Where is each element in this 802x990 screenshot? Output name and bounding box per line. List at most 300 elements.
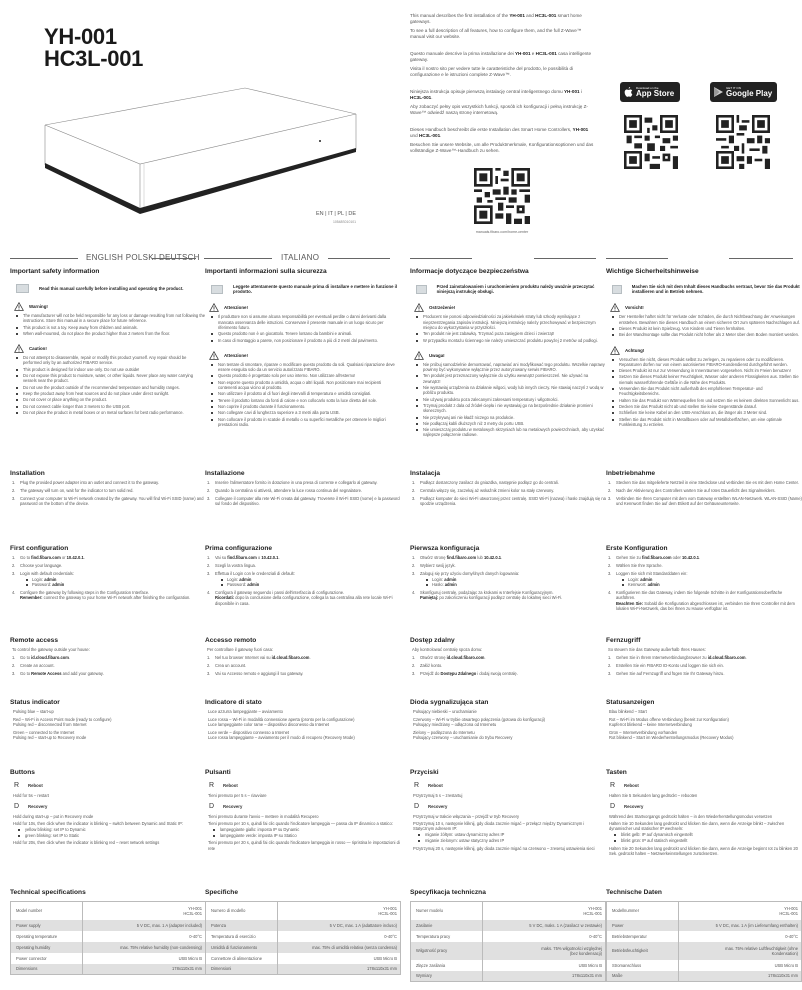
spec-key: Dimensions (11, 964, 83, 975)
spec-key: Zasilanie (411, 920, 483, 931)
step-item: 1. Stecken Sie das mitgelieferte Netzteil in eine Steckdose und verbinden Sie es mit dem Home Center. (608, 480, 799, 485)
caution-heading (610, 346, 802, 355)
spec-row (206, 920, 401, 931)
app-store-big: App Store (636, 88, 675, 98)
step-item: 2. Nach der Aktivierung des Controllers warten Sie auf rotes Dauerlicht des Signalmelders. (608, 487, 776, 493)
recovery-options (614, 832, 802, 844)
credentials-list (26, 577, 206, 588)
list-item: miganie zielonym: ustaw statyczny adres IP (418, 838, 606, 843)
recovery-options (213, 827, 401, 839)
divider (10, 258, 78, 259)
recovery-line: Przytrzymaj 10 s, następnie kliknij, gdy dioda zacznie migać – przełącz między Dynamicznym i Statycznym adresem IP: (413, 820, 585, 831)
spec-row (11, 920, 206, 931)
status-line: Pulsujący czerwony – uruchamianie do trybu Recovery (413, 735, 513, 740)
installation-steps (207, 480, 401, 506)
manual-url-link[interactable]: manuals.fibaro.com/home-center (475, 230, 529, 234)
warning-heading (414, 303, 606, 312)
spec-value: USB Micro B (373, 955, 397, 961)
intro-en-2: To see a full description of all features, how to configure them, and the full Z-Wave™ manual visit our website. (410, 28, 582, 39)
list-item: Non collocare il prodotto in scatole di metallo o su superfici metalliche per ottenere le migliori prestazioni radio. (211, 417, 401, 428)
step-number: 2. (412, 487, 416, 493)
spec-key: Wilgotność pracy (411, 942, 483, 960)
config-section (10, 545, 206, 603)
read-manual-text: Read this manual carefully before installing and operating the product. (39, 285, 184, 291)
recovery-last: Tieni premuto per 20 s, quindi fai clic quando l'indicatore lampeggia in rosso — ripristina le impostazioni di rete (208, 840, 400, 851)
step-number: 3. (12, 495, 16, 501)
step-item: 3. Effettua il Login con le credenziali di default: Login: admin Password: admin (207, 571, 401, 588)
step-item: 1. Inserire l'alimentatore fornito in dotazione in una presa di corrente e collegarlo al gateway. (207, 480, 378, 485)
status-title: Status indicator (10, 699, 60, 706)
reboot-button-row (610, 782, 802, 789)
spec-row (411, 942, 606, 960)
safety-section (205, 268, 401, 433)
installation-title: Installation (10, 470, 45, 477)
list-item: Non esporre questo prodotto a umidità, acqua o altri liquidi. Non posizionare mai recipienti contenenti acqua vicino al prodotto. (211, 380, 401, 391)
recovery-line: Hold for 10s, then click when the indicator is blinking – switch between Dynamic and Static IP: (13, 820, 183, 826)
spec-key: Modellnummer (607, 902, 679, 920)
caution-label: Attenzione! (224, 352, 248, 358)
remote-steps (412, 655, 606, 676)
google-play-qr-icon[interactable] (716, 115, 770, 169)
spec-row (607, 920, 802, 931)
status-line: Pulsujący miedziany – odłączona od Internetu (413, 722, 497, 727)
recovery-last: Halten Sie 20 Sekunden lang gedrückt und klicken Sie dann, wenn die Anzeige beginnt rot zu blinken 20 Sek. gedrückt halten – Netzwerkeinstellungen zurücksetzen. (609, 845, 798, 857)
spec-key: Temperatura di esercizio (206, 931, 278, 942)
step-item: 1. Go to find.fibaro.com or 10.42.0.1. (12, 555, 85, 560)
step-number: 1. (207, 480, 211, 485)
config-section (205, 545, 401, 608)
step-item: 1. Gehen Sie zu find.fibaro.com oder 10.42.0.1. (608, 555, 701, 560)
divider (328, 258, 390, 259)
spec-row (411, 971, 606, 982)
spec-section (606, 889, 802, 982)
remote-intro: So steuern Sie das Gateway außerhalb Ihres Hauses: (608, 647, 706, 652)
recovery-button-row (209, 803, 401, 810)
spec-value: maks. 75% wilgotności względnej (bez kondensacji) (483, 942, 606, 960)
step-number: 4. (12, 589, 16, 595)
list-item: Nie przykrywaj ani nie kładź niczego na produkcie. (416, 415, 606, 420)
step-item: 1. Go to id.cloud.fibaro.com. (12, 655, 71, 661)
list-item: Non collegare cavi di lunghezza superiore a 3 metri alla porta USB. (211, 410, 401, 415)
intro-de-2: Besuchen Sie unsere Website, um alle Produktmerkmale, Konfigurationsoptionen und das vollständige Z-Wave™-Handbuch zu sehen. (410, 142, 594, 153)
recovery-button-row (610, 803, 802, 810)
remote-access-section (410, 637, 606, 679)
list-item: Do not use the product outside of the recommended temperature and humidity ranges. (16, 385, 206, 390)
reboot-label: Reboot (223, 783, 238, 788)
spec-row (11, 953, 206, 964)
recovery-last: Hold for 20s, then click when the indicator is blinking red – reset network settings (13, 840, 160, 846)
recovery-options (18, 827, 206, 839)
credential-item: Login: admin (622, 577, 802, 582)
spec-section (205, 889, 401, 975)
list-item: Der Hersteller haftet nicht für Verluste oder Schäden, die durch Nichtbeachtung der Anweisungen entstehen. Bewahren Sie dieses Handbuch an einem sicheren Ort zum späteren Nachschlagen auf. (612, 314, 802, 325)
installation-section (205, 470, 401, 509)
spec-value: 5 V DC, max. 1 A (adapter included) (83, 920, 206, 931)
spec-row (607, 902, 802, 920)
status-line: Grün – Internetverbindung vorhanden (609, 729, 678, 735)
remember-label: Beachten Sie: (616, 600, 644, 606)
list-item: Do not attempt to disassemble, repair or modify this product yourself. Any repair should be performed only by an authorized FIBARO service. (16, 355, 206, 366)
step-number: 2. (412, 663, 416, 669)
step-item: 3. Go to Remote Access and add your gateway. (12, 670, 104, 676)
recovery-d-icon: D (414, 803, 420, 811)
list-item: Setzen Sie dieses Produkt keiner Feuchtigkeit, Wasser oder anderen Flüssigkeiten aus. Stellen Sie niemals wasserführende Gefäße in die Nähe des Produkts. (612, 374, 802, 385)
list-item: blinkt grün: IP auf statisch eingestellt (614, 838, 802, 843)
step-number: 4. (207, 589, 211, 595)
step-number: 2. (608, 562, 612, 568)
spec-key: Dimensioni (206, 964, 278, 975)
list-item: Decken Sie das Produkt nicht ab und stellen Sie keine Gegenstände darauf. (612, 404, 802, 409)
step-number: 3. (412, 570, 416, 576)
list-item: Nie podłączaj kabli dłuższych niż 3 metry do portu USB. (416, 421, 606, 426)
step-item: 2. Wybierz swój język. (412, 562, 456, 568)
warning-triangle-icon (14, 302, 24, 311)
warning-list (416, 314, 606, 342)
recovery-d-icon: D (610, 803, 616, 811)
reboot-text: Hold for 5s – restart (13, 793, 49, 798)
warning-heading (209, 303, 401, 312)
step-item: 3. Verbinden Sie Ihren Computer mit dem vom Gateway erstellten WLAN-Netzwerk. WLAN-SSID (Name) und Kennwort finden Sie auf dem Etikett auf der Gehäuseunterseite. (608, 495, 802, 506)
list-item: Dieses Produkt ist kein Spielzeug. Von Kindern und Tieren fernhalten. (612, 326, 802, 331)
list-item: green blinking: set IP to Static (18, 833, 206, 838)
list-item: Non tentare di smontare, riparare o modificare questo prodotto da soli. Qualsiasi riparazione deve essere eseguita solo da un servizio autorizzato FIBARO. (211, 362, 401, 373)
intro-it-2: Visita il nostro sito per vedere tutte le caratteristiche del prodotto, le possibilità di configurazione e le istruzioni complete Z-Wave™. (410, 66, 574, 77)
spec-row (411, 931, 606, 942)
list-item: Ten produkt nie jest zabawką. Trzymać poza zasięgiem dzieci i zwierząt! (416, 331, 606, 336)
spec-row (206, 931, 401, 942)
recovery-line: Przytrzymaj w trakcie włączania – przejdź w tryb Recovery (413, 814, 520, 820)
config-title: First configuration (10, 545, 69, 552)
list-item: Questo prodotto è progettato solo per uso interno. Non utilizzare all'esterno! (211, 373, 401, 378)
spec-row (607, 971, 802, 982)
step-number: 3. (12, 570, 16, 576)
safety-title: Informacje dotyczące bezpieczeństwa (410, 268, 529, 275)
remote-intro: Aby kontrolować centralę spoza domu: (412, 647, 483, 652)
remember-label: Pamiętaj: (420, 595, 439, 601)
warning-triangle-icon (209, 351, 219, 360)
app-store-small: Download on the (636, 85, 659, 90)
step-item: 2. Wählen Sie Ihre Sprache. (608, 562, 663, 568)
step-number: 3. (207, 570, 211, 576)
spec-value: YH-001 HC3L-001 (378, 905, 397, 916)
installation-title: Inbetriebnahme (606, 470, 656, 477)
list-item: Ten produkt jest przeznaczony wyłącznie do użytku wewnątrz pomieszczeń. Nie używać na zewnątrz! (416, 373, 606, 384)
list-item: Do not place the product in metal boxes or on metal surfaces for best radio performance. (16, 410, 206, 415)
step-number: 3. (412, 670, 416, 676)
buttons-section (10, 769, 206, 846)
step-number: 1. (12, 555, 16, 560)
list-item: Producent nie ponosi odpowiedzialności za jakiekolwiek straty lub szkody wynikające z nieprzestrzegania zapisów instrukcji. Niniejszą instrukcję należy przechowywać w bezpiecznym miejscu do wykorzystania w przyszłości. (416, 314, 606, 330)
step-number: 3. (608, 495, 612, 501)
status-line: Luce lampeggiante color rame – dispositivo disconesso da Internet (208, 722, 330, 727)
remote-access-section (10, 637, 206, 679)
step-number: 2. (207, 487, 211, 493)
list-item: Tenere il prodotto lontano da fonti di calore e non collocarlo sotto la luce diretta del sole. (211, 398, 401, 403)
status-line: Pulsing red – disconnected from Internet (13, 722, 87, 727)
divider (204, 258, 272, 259)
list-item: The manufacturer will not be held responsible for any loss or damage resulting from not following the instructions. Store this manual in a secure place for future reference. (16, 313, 206, 324)
credential-item: Login: admin (26, 577, 206, 582)
step-item: 1. Gehen Sie in Ihrem Internetverbindungbrowser zu id.cloud.fibaro.com. (608, 655, 747, 661)
status-line: Blau blinkend – Start (609, 709, 647, 714)
apple-icon (624, 87, 633, 97)
caution-list (16, 355, 206, 415)
spec-value: max. 75% relative humidity (non-condensing) (83, 942, 206, 953)
list-item: Trzymaj produkt z dala od źródeł ciepła i nie wystawiaj go na bezpośrednie działanie promieni słonecznych. (416, 403, 606, 414)
step-number: 2. (12, 562, 16, 568)
read-manual-text: Machen Sie sich mit dem Inhalt dieses Handbuchs vertraut, bevor Sie das Produkt installieren und in Betrieb nehmen. (631, 284, 800, 295)
step-item: 2. Centrala włączy się, zaczekaj aż wskaźnik zmieni kolor na stały czerwony. (412, 487, 555, 493)
spec-key: Power (607, 920, 679, 931)
step-number: 1. (12, 480, 16, 485)
step-number: 3. (608, 570, 612, 576)
spec-row (206, 902, 401, 920)
language-list: EN | IT | PL | DE (315, 211, 356, 217)
remote-title: Dostęp zdalny (410, 637, 455, 644)
step-number: 3. (207, 495, 211, 501)
gateway-device-illustration (40, 80, 370, 220)
remote-title: Fernzugriff (606, 637, 641, 644)
reboot-button-row (209, 782, 401, 789)
status-title: Dioda sygnalizująca stan (410, 699, 489, 706)
remember-label: Ricordati: (215, 595, 235, 601)
installation-title: Installazione (205, 470, 245, 477)
model-title-1: YH-001 (44, 24, 117, 49)
remote-title: Accesso remoto (205, 637, 257, 644)
list-item: Nie umieszczaj produktu w metalowych skrzyniach lub na metalowych powierzchniach, aby uzyskać najlepsze połączenie radiowe. (416, 427, 606, 438)
step-item: 2. Choose your language. (12, 562, 63, 568)
recovery-d-icon: D (14, 803, 20, 811)
remote-intro: Per controllare il gateway fuori casa: (207, 647, 273, 652)
spec-key: Power connector (11, 953, 83, 964)
buttons-title: Pulsanti (205, 769, 231, 776)
step-item: 3. Przejdź do Dostępu Zdalnego i dodaj swoją centralę. (412, 670, 518, 676)
spec-key: Betriebsfeuchtigkeit (607, 942, 679, 960)
config-section (606, 545, 802, 614)
spec-value: 178x110x31 mm (483, 971, 606, 982)
config-steps (207, 555, 401, 606)
list-item: Do not connect cable longer than 3 meters to the USB port. (16, 404, 206, 409)
credential-item: Kennwort: admin (622, 582, 802, 587)
reboot-button-row (14, 782, 206, 789)
recovery-last: Przytrzymaj 20 s, następnie kliknij, gdy dioda zacznie migać na czerwono – zresetuj ustawienia sieci (413, 845, 595, 851)
config-title: Erste Konfiguration (606, 545, 668, 552)
config-steps (412, 555, 606, 601)
remote-title: Remote access (10, 637, 59, 644)
intro-pl-2: Aby zobaczyć pełny opis wszystkich funkcji, sposób ich konfiguracji i pełną instrukcję Z-Wave™ odwiedź naszą stronę internetową. (410, 104, 588, 115)
recovery-label: Recovery (223, 804, 243, 810)
spec-key: Złącze zasilania (411, 960, 483, 971)
list-item: In caso di montaggio a parete, non posizionare il prodotto a più di 2 metri dal pavimento. (211, 338, 401, 343)
warning-label: Vorsicht! (625, 305, 644, 311)
warning-triangle-icon (610, 346, 620, 355)
credentials-list (622, 577, 802, 588)
remote-access-section (205, 637, 401, 679)
step-item: 2. Quando la centralina si attiverà, attendere la luce rossa continua del segnalatore. (207, 487, 363, 493)
reboot-label: Reboot (624, 783, 639, 788)
spec-key: Connettore di alimentazione (206, 953, 278, 964)
step-number: 1. (412, 655, 416, 661)
warning-triangle-icon (209, 303, 219, 312)
qr-code-icon[interactable] (474, 168, 530, 224)
buttons-section (606, 769, 802, 856)
recovery-line: Tieni premuto durante l'avvio – mettere in modalità Recupero (208, 814, 319, 820)
spec-key: Wymiary (411, 971, 483, 982)
step-number: 2. (207, 562, 211, 568)
strike-line (152, 258, 196, 259)
step-number: 1. (412, 480, 416, 485)
spec-value: 5 V DC, max. 1 A (im Lieferumfang enthalten) (679, 920, 802, 931)
reboot-r-icon: R (209, 782, 215, 789)
step-number: 3. (412, 495, 416, 501)
warning-list (612, 314, 802, 337)
app-store-badge[interactable] (620, 82, 680, 102)
warning-heading (610, 303, 802, 312)
google-play-badge[interactable] (710, 82, 777, 102)
status-line: Czerwony – Wi-Fi w trybie otwartego połączenia (gotowa do konfiguracji) (413, 716, 545, 722)
read-manual-note (612, 284, 802, 294)
step-item: 4. Configura il gateway seguendo i passi dell'interfaccia di configurazione. Ricordati: dopo la conclusione della configurazione, collega la tua centralina alla rete locale Wi-Fi disponibile in casa. (207, 589, 393, 606)
list-item: Bei der Wandmontage sollte das Produkt nicht höher als 2 Meter über dem Boden montiert werden. (612, 332, 802, 337)
spec-value: USB Micro B (774, 962, 798, 968)
spec-section (10, 889, 206, 975)
warning-triangle-icon (414, 303, 424, 312)
step-item: 1. Plug the provided power adapter into an outlet and connect it to the gateway. (12, 480, 159, 485)
part-number: 10548S010101 (332, 220, 356, 224)
spec-value: 5 V DC, maks. 1 A (zasilacz w zestawie) (483, 920, 606, 931)
divider (534, 258, 596, 259)
step-number: 3. (12, 670, 16, 676)
recovery-line: Halten Sie 10 Sekunden lang gedrückt und klicken Sie dann, wenn die Anzeige blinkt – zwischen dynamischer und statischer IP wechseln: (609, 820, 785, 831)
status-line: Pulsing blue – start-up (13, 709, 54, 714)
step-item: 4. Configure the gateway by following steps in the Configuration Interface. Remember: connect the gateway to your home Wi-Fi network after finishing the configuration. (12, 589, 191, 601)
remote-steps (12, 655, 206, 676)
caution-list (211, 362, 401, 427)
spec-value: 0-40°C (189, 933, 202, 939)
spec-key: Power supply (11, 920, 83, 931)
list-item: Nie próbuj samodzielnie demontować, naprawiać ani modyfikować tego produktu. Wszelkie naprawy powinny być wykonywane wyłącznie przez autoryzowany serwis FIBARO. (416, 362, 606, 373)
recovery-label: Recovery (624, 804, 644, 810)
installation-title: Instalacja (410, 470, 441, 477)
spec-value: max. 75% relative Luftfeuchtigkeit (ohne Kondensation) (679, 942, 802, 960)
spec-value: 0-40°C (589, 933, 602, 939)
step-item: 2. Scegli la vostra lingua. (207, 562, 256, 568)
step-item: 2. Erstellen Sie ein FIBARO ID-Konto und loggen Sie sich ein. (608, 663, 724, 669)
reboot-label: Reboot (28, 783, 43, 788)
credentials-list (426, 577, 606, 588)
reboot-r-icon: R (610, 782, 616, 789)
manual-book-icon (612, 285, 622, 294)
warning-triangle-icon (14, 344, 24, 353)
warning-label: Attenzione! (224, 305, 248, 311)
spec-value: YH-001 HC3L-001 (583, 905, 602, 916)
intro-pl-1: Niniejsza instrukcja opisuje pierwszą instalację central inteligentnego domu YH-001 i HC3L-001. (410, 89, 582, 100)
list-item: Nie wystawiaj urządzenia na działanie wilgoci, wody lub innych cieczy. Nie stawiaj naczyń z wodą w pobliżu produktu. (416, 385, 606, 396)
step-item: 3. Connect your computer to Wi-Fi network created by the gateway. You will find Wi-Fi SSID (name) and password on the bottom of the device. (12, 495, 204, 506)
caution-label: Uwaga! (429, 352, 445, 358)
status-line: Green – connected to the Internet (13, 729, 75, 735)
buttons-section (205, 769, 401, 851)
spec-title: Technical specifications (10, 889, 86, 896)
spec-row (607, 960, 802, 971)
warning-heading (14, 302, 206, 311)
spec-value: YH-001 HC3L-001 (779, 905, 798, 916)
list-item: This product is not a toy. Keep away from children and animals. (16, 325, 206, 330)
spec-row (11, 931, 206, 942)
spec-section (410, 889, 606, 982)
step-item: 4. Skonfiguruj centralę, podążając za krokami w Interfejsie Konfiguracyjnym. Pamiętaj: po zakończeniu konfiguracji podłącz centralę do lokalnej sieci Wi-Fi. (412, 589, 563, 601)
installation-steps (412, 480, 606, 506)
credential-item: Hasło: admin (426, 582, 606, 587)
status-section (205, 699, 401, 741)
caution-list (612, 357, 802, 428)
list-item: Schließen Sie keine Kabel an den USB-Anschluss an, die länger als 3 Meter sind. (612, 410, 802, 415)
remote-intro: To control the gateway outside your house: (12, 647, 90, 652)
spec-key: Stromanschluss (607, 960, 679, 971)
step-number: 1. (412, 555, 416, 560)
step-number: 1. (12, 655, 16, 661)
status-line: Red – Wi-Fi in Access Point mode (ready to configure) (13, 716, 112, 722)
reboot-button-row (414, 782, 606, 789)
step-number: 1. (207, 555, 211, 560)
recovery-label: Recovery (28, 804, 48, 810)
spec-key: Numer modelu (411, 902, 483, 920)
step-item: 3. Podłącz komputer do sieci Wi-Fi utworzonej przez centralę. SSID Wi-Fi (nazwa) i hasło znajdują się na spodzie urządzenia. (412, 495, 606, 506)
spec-key: Operating humidity (11, 942, 83, 953)
status-section (606, 699, 802, 741)
manual-book-icon (16, 284, 29, 293)
status-title: Indicatore di stato (205, 699, 262, 706)
intro-it-1: Questo manuale descrive la prima installazione dei YH-001 e HC3L-001 casa intelligente gateway. (410, 51, 592, 62)
step-item: 3. Loggen Sie sich mit Standarddaten ein: Login: admin Kennwort: admin (608, 571, 802, 588)
status-line: Pulsing red – start-up to Recovery mode (13, 735, 87, 740)
spec-value: max. 75% di umidità relativa (senza condensa) (278, 942, 401, 953)
step-number: 3. (207, 670, 211, 676)
list-item: Do not cover or place anything on the product. (16, 397, 206, 402)
list-item: Non utilizzare il prodotto al di fuori degli intervalli di temperatura e umidità consigliati. (211, 391, 401, 396)
step-number: 1. (608, 555, 612, 560)
step-number: 2. (207, 663, 211, 669)
spec-row (411, 960, 606, 971)
safety-section (10, 268, 206, 421)
credential-item: Login: admin (221, 577, 401, 582)
list-item: lampeggiante giallo: imposta IP su Dynamic (213, 827, 401, 832)
status-line: Zielony – podłączona do Internetu (413, 729, 475, 735)
step-item: 3. Login with default credentials: Login: admin Password: admin (12, 571, 206, 588)
warning-label: Warning! (29, 304, 48, 309)
step-number: 1. (608, 655, 612, 661)
safety-section (410, 268, 606, 444)
list-item: miganie żółtym: ustaw dynamiczny adres IP (418, 832, 606, 837)
list-item: Stellen Sie das Produkt nicht in Metallboxen oder auf Metalloberflächen, um eine optimale Funkleistung zu erzielen. (612, 417, 802, 428)
spec-key: Numero di modello (206, 902, 278, 920)
list-item: This product is designed for indoor use only. Do not use outside! (16, 367, 206, 372)
list-item: Dieses Produkt ist nur zur Verwendung in Innenräumen vorgesehen. Nicht im Freien benutzen! (612, 368, 802, 373)
langbar-left: ENGLISH POLSKI DEUTSCH (86, 253, 200, 262)
step-item: 1. Nel tuo browser Internet vai su id.cloud.fibaro.com. (207, 655, 311, 661)
spec-value: 178x110x31 mm (83, 964, 206, 975)
spec-row (206, 953, 401, 964)
divider (729, 258, 793, 259)
credential-item: Login: admin (426, 577, 606, 582)
intro-en-1: This manual describes the first installation of the YH-001 and HC3L-001 smart home gateways. (410, 13, 582, 24)
installation-section (410, 470, 606, 509)
intro-text (410, 13, 595, 157)
app-store-qr-icon[interactable] (624, 115, 678, 169)
read-manual-text: Leggete attentamente questo manuale prima di installare e mettere in funzione il prodotto. (233, 284, 398, 295)
google-play-icon (714, 87, 723, 97)
safety-title: Importanti informazioni sulla sicurezza (205, 268, 327, 275)
